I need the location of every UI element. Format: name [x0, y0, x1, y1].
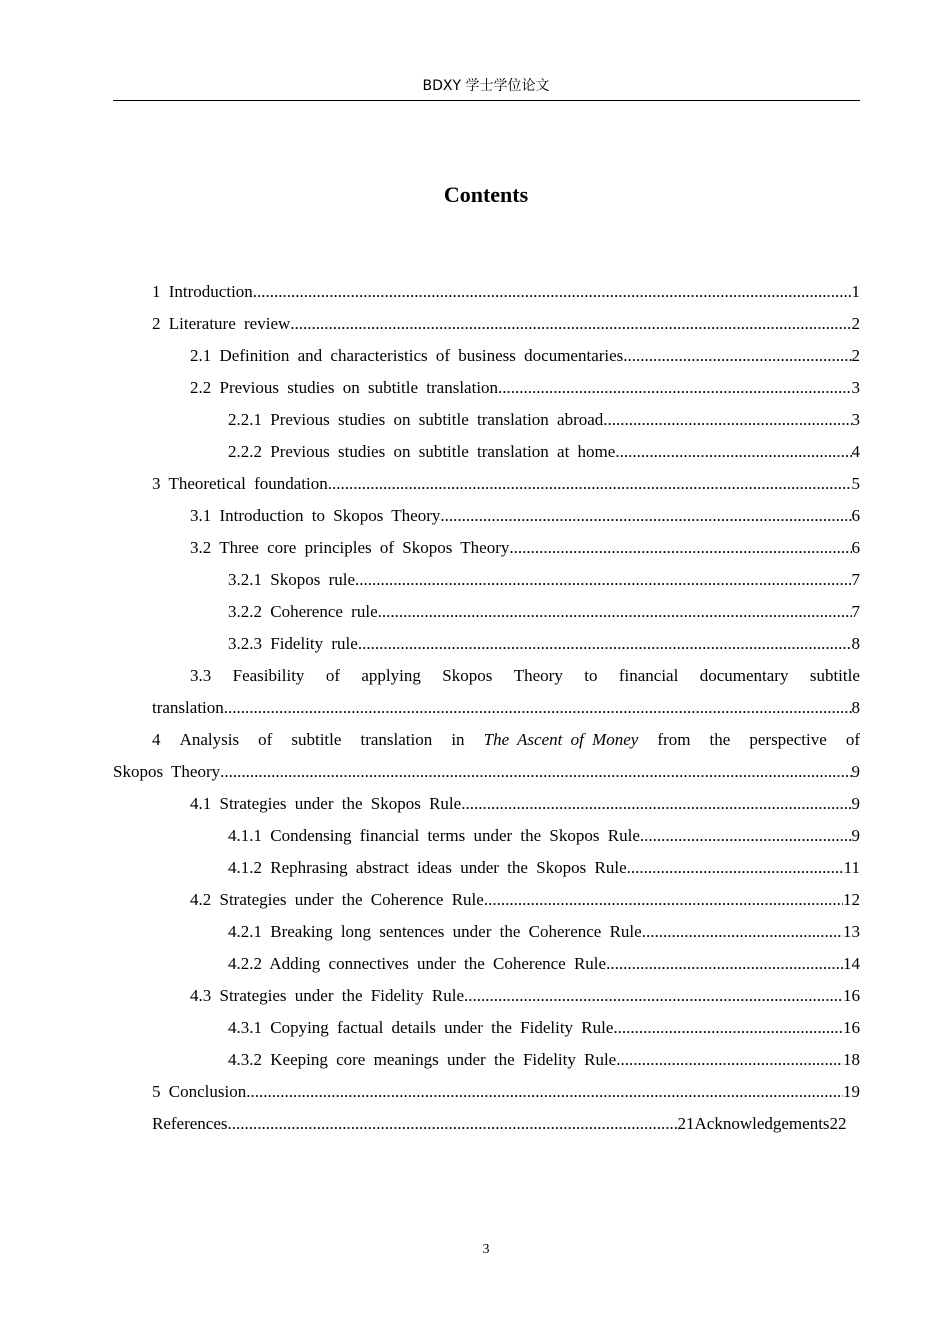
toc-entry-text: 4.1.2 Rephrasing abstract ideas under the Skopos Rule — [228, 858, 627, 877]
toc-leader-dots — [355, 564, 852, 596]
toc-page-number: 14 — [843, 954, 860, 973]
toc-entry-text: 2.1 Definition and characteristics of business documentaries — [190, 346, 624, 365]
toc-word: of — [258, 730, 273, 749]
toc-entry-text: 1 Introduction — [152, 282, 253, 301]
toc-leader-dots — [606, 948, 843, 980]
toc-leader-dots — [627, 852, 844, 884]
toc-page-number: 22 — [829, 1114, 847, 1133]
toc-entry-3-3-line1[interactable] — [113, 660, 860, 692]
toc-leader-dots — [290, 308, 851, 340]
toc-word: perspective — [749, 730, 827, 749]
toc-entry-text: 4.3.1 Copying factual details under the Fidelity Rule — [228, 1018, 614, 1037]
toc-entry-text: 2.2.2 Previous studies on subtitle translation at home — [228, 442, 616, 461]
toc-word: of — [325, 666, 340, 685]
table-of-contents — [113, 276, 860, 1140]
toc-entry-3-2-3[interactable] — [113, 628, 860, 660]
toc-entry-text: 3 Theoretical foundation — [152, 474, 328, 493]
toc-entry-2-2[interactable] — [113, 372, 860, 404]
toc-entry-text: 5 Conclusion — [152, 1082, 247, 1101]
page-header: BDXY 学士学位论文 — [422, 78, 550, 94]
page-title: Contents — [443, 182, 529, 207]
toc-page-number: 8 — [851, 698, 860, 717]
toc-entry-text: 2 Literature review — [152, 314, 291, 333]
toc-word: subtitle — [809, 666, 860, 685]
toc-word: Analysis — [179, 730, 240, 749]
toc-page-number: 6 — [851, 538, 860, 557]
toc-leader-dots — [509, 532, 851, 564]
toc-leader-dots — [440, 500, 851, 532]
toc-italic-title: The Ascent of Money — [483, 730, 639, 749]
toc-word: 3.3 — [190, 666, 212, 685]
toc-page-number: 2 — [851, 346, 860, 365]
toc-page-number: 6 — [851, 506, 860, 525]
toc-entry-text: translation — [152, 698, 224, 717]
toc-word: 4 — [152, 730, 161, 749]
toc-page-number: 7 — [851, 570, 860, 589]
toc-word: Theory — [513, 666, 563, 685]
toc-entry-text: 4.1 Strategies under the Skopos Rule — [190, 794, 462, 813]
toc-leader-dots — [623, 340, 851, 372]
toc-entry-text: 3.2.2 Coherence rule — [228, 602, 378, 621]
toc-word: Skopos — [442, 666, 493, 685]
toc-page-number: 1 — [851, 282, 860, 301]
toc-page-number: 9 — [851, 794, 860, 813]
toc-word: Feasibility — [232, 666, 305, 685]
toc-entry-4-3[interactable] — [113, 980, 860, 1012]
toc-entry-text: References — [152, 1114, 228, 1133]
toc-entry-2-2-1[interactable] — [113, 404, 860, 436]
toc-leader-dots — [246, 1076, 843, 1108]
toc-entry-text: 2.2.1 Previous studies on subtitle translation abroad — [228, 410, 604, 429]
toc-leader-dots — [328, 468, 852, 500]
toc-entry-text: 3.2.1 Skopos rule — [228, 570, 355, 589]
toc-word: subtitle — [291, 730, 342, 749]
toc-entry-4-1[interactable] — [113, 788, 860, 820]
toc-entry-text: 4.1.1 Condensing financial terms under the Skopos Rule — [228, 826, 640, 845]
toc-entry-text: 2.2 Previous studies on subtitle translation — [190, 378, 499, 397]
toc-word: of — [845, 730, 860, 749]
toc-word: translation — [360, 730, 433, 749]
toc-entry-text: 3.1 Introduction to Skopos Theory — [190, 506, 441, 525]
toc-page-number: 19 — [843, 1082, 860, 1101]
toc-entry-chapter-4-line2[interactable] — [113, 756, 860, 788]
toc-leader-dots — [228, 1108, 678, 1140]
page-number: 3 — [482, 1242, 490, 1257]
toc-page-number: 18 — [843, 1050, 860, 1069]
toc-word: the — [709, 730, 731, 749]
toc-page-number: 16 — [843, 1018, 860, 1037]
toc-entry-text: 3.2 Three core principles of Skopos Theory — [190, 538, 510, 557]
toc-page-number: 7 — [851, 602, 860, 621]
toc-entry-4-2-1[interactable] — [113, 916, 860, 948]
toc-page-number: 3 — [851, 378, 860, 397]
toc-leader-dots — [378, 596, 852, 628]
toc-entry-2-1[interactable] — [113, 340, 860, 372]
toc-entry-text: 4.2 Strategies under the Coherence Rule — [190, 890, 484, 909]
toc-leader-dots — [484, 884, 843, 916]
toc-page-number: 3 — [851, 410, 860, 429]
toc-leader-dots — [464, 980, 843, 1012]
toc-entry-chapter-4-line1[interactable] — [113, 724, 860, 756]
toc-entry-4-1-1[interactable] — [113, 820, 860, 852]
toc-entry-4-2[interactable] — [113, 884, 860, 916]
toc-leader-dots — [358, 628, 852, 660]
toc-entry-4-1-2[interactable] — [113, 852, 860, 884]
toc-entry-text: 4.2.1 Breaking long sentences under the Coherence Rule — [228, 922, 642, 941]
toc-entry-3-2[interactable] — [113, 532, 860, 564]
toc-leader-dots — [461, 788, 851, 820]
toc-word: from — [657, 730, 691, 749]
toc-page-number: 16 — [843, 986, 860, 1005]
toc-entry-conclusion[interactable] — [113, 1076, 860, 1108]
header-rule — [113, 100, 860, 101]
toc-word: to — [584, 666, 598, 685]
toc-entry-introduction[interactable] — [113, 276, 860, 308]
toc-entry-4-3-1[interactable] — [113, 1012, 860, 1044]
toc-entry-4-3-2[interactable] — [113, 1044, 860, 1076]
toc-word: in — [451, 730, 465, 749]
toc-leader-dots — [642, 916, 843, 948]
toc-page-number: 9 — [851, 762, 860, 781]
toc-page-number: 9 — [851, 826, 860, 845]
toc-leader-dots — [640, 820, 852, 852]
toc-page-number: 13 — [843, 922, 860, 941]
toc-leader-dots — [613, 1012, 843, 1044]
toc-entry-3-1[interactable] — [113, 500, 860, 532]
toc-word: documentary — [699, 666, 789, 685]
toc-leader-dots — [253, 276, 852, 308]
toc-entry-references[interactable] — [113, 1108, 860, 1140]
toc-page-number: 4 — [851, 442, 860, 461]
toc-leader-dots — [603, 404, 851, 436]
toc-entry-text: Skopos Theory — [113, 762, 221, 781]
toc-page-number: 5 — [851, 474, 860, 493]
toc-leader-dots — [615, 436, 851, 468]
toc-leader-dots — [616, 1044, 843, 1076]
toc-page-number: 8 — [851, 634, 860, 653]
toc-page-number: 11 — [843, 858, 860, 877]
toc-entry-3-2-2[interactable] — [113, 596, 860, 628]
toc-leader-dots — [498, 372, 851, 404]
toc-word: applying — [361, 666, 421, 685]
toc-entry-3-3-line2[interactable] — [113, 692, 860, 724]
toc-page-number: 12 — [843, 890, 860, 909]
toc-entry-text: 3.2.3 Fidelity rule — [228, 634, 358, 653]
toc-entry-acknowledgements[interactable]: Acknowledgements — [694, 1114, 830, 1133]
toc-entry-4-2-2[interactable] — [113, 948, 860, 980]
toc-entry-text: 4.3.2 Keeping core meanings under the Fidelity Rule — [228, 1050, 617, 1069]
toc-entry-2-2-2[interactable] — [113, 436, 860, 468]
toc-entry-text: 4.2.2 Adding connectives under the Coherence Rule — [228, 954, 607, 973]
toc-leader-dots — [220, 756, 851, 788]
toc-entry-theoretical-foundation[interactable] — [113, 468, 860, 500]
toc-leader-dots — [224, 692, 852, 724]
toc-entry-literature-review[interactable] — [113, 308, 860, 340]
toc-page-number: 21 — [677, 1114, 695, 1133]
toc-word: financial — [618, 666, 679, 685]
toc-entry-text: 4.3 Strategies under the Fidelity Rule — [190, 986, 465, 1005]
toc-entry-3-2-1[interactable] — [113, 564, 860, 596]
toc-page-number: 2 — [851, 314, 860, 333]
